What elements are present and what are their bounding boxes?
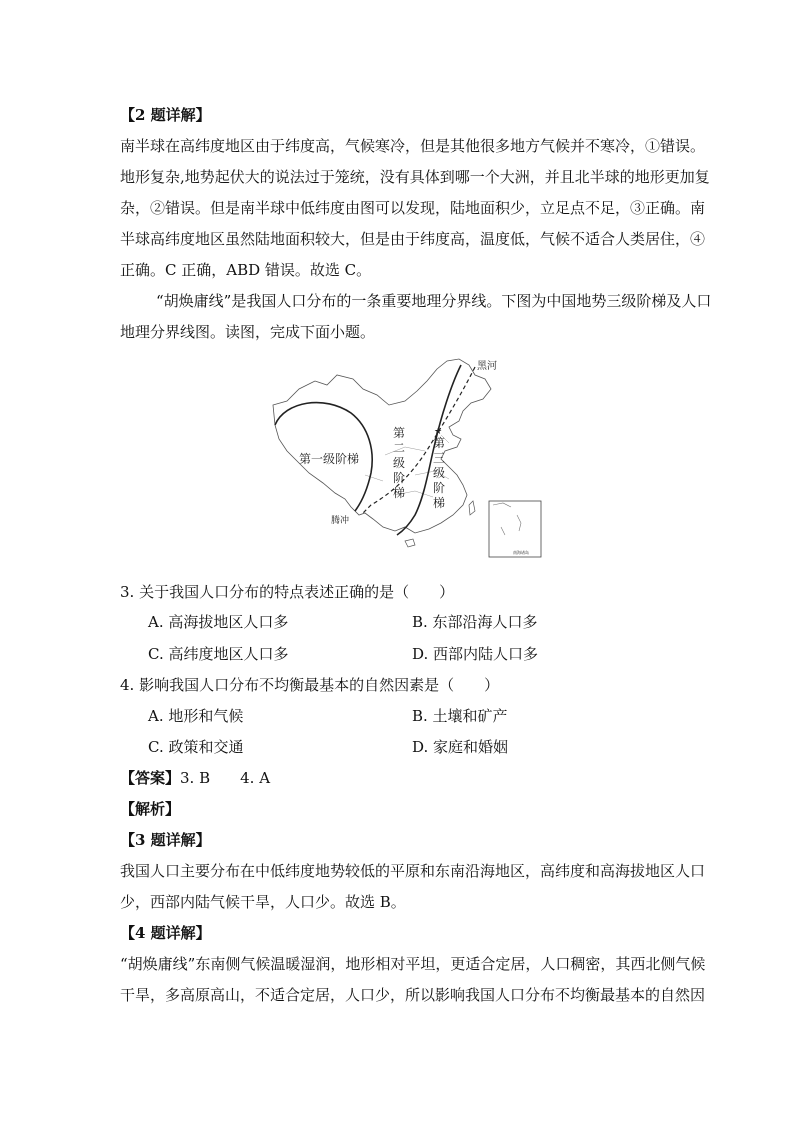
q3-option-d: D. 西部内陆人口多 <box>412 645 539 663</box>
hainan-island <box>405 539 415 547</box>
china-terrain-map <box>265 355 547 560</box>
south-china-sea-inset <box>489 501 541 557</box>
section4-line-2: 干旱，多高原高山，不适合定居，人口少，所以影响我国人口分布不均衡最基本的自然因 <box>120 986 706 1004</box>
section4-line-1: “胡焕庸线”东南侧气候温暖湿润，地形相对平坦，更适合定居，人口稠密，其西北侧气候 <box>120 955 706 973</box>
label-step2-char-4: 阶 <box>393 471 406 485</box>
q3-option-c: C. 高纬度地区人口多 <box>148 645 289 663</box>
section3-heading: 【3 题详解】 <box>120 831 211 849</box>
q4-option-a: A. 地形和气候 <box>148 707 244 725</box>
q3-option-a: A. 高海拔地区人口多 <box>148 613 289 631</box>
section2-line-5: 正确。C 正确，ABD 错误。故选 C。 <box>120 261 372 279</box>
inset-label: 南海诸岛 <box>513 550 529 555</box>
section3-line-2: 少，西部内陆气候干旱，人口少。故选 B。 <box>120 893 406 911</box>
answer-label: 【答案】 <box>120 769 181 787</box>
section2-line-3: 杂，②错误。但是南半球中低纬度由图可以发现，陆地面积少，立足点不足，③正确。南 <box>120 199 706 217</box>
section2-line-2: 地形复杂,地势起伏大的说法过于笼统，没有具体到哪一个大洲，并且北半球的地形更加复 <box>120 168 710 186</box>
label-step3-char-1: 第 <box>433 436 446 450</box>
section2-line-4: 半球高纬度地区虽然陆地面积较大，但是由于纬度高，温度低，气候不适合人类居住，④ <box>120 230 706 248</box>
label-step3-char-3: 级 <box>433 466 446 480</box>
q4-stem: 4. 影响我国人口分布不均衡最基本的自然因素是（ ） <box>120 676 500 694</box>
label-step3-char-2: 三 <box>433 451 446 465</box>
capital-star: ★ <box>434 427 443 437</box>
section4-heading: 【4 题详解】 <box>120 924 211 942</box>
label-heihe: 黑河 <box>477 361 497 372</box>
q4-option-d: D. 家庭和婚姻 <box>412 738 509 756</box>
intro-line-2: 地理分界线图。读图，完成下面小题。 <box>120 323 376 341</box>
answer-line <box>120 768 270 788</box>
section3-line-1: 我国人口主要分布在中低纬度地势较低的平原和东南沿海地区，高纬度和高海拔地区人口 <box>120 862 706 880</box>
label-step3-char-4: 阶 <box>433 481 446 495</box>
china-map-svg <box>265 355 547 560</box>
analysis-label: 【解析】 <box>120 800 181 818</box>
q3-option-b: B. 东部沿海人口多 <box>412 613 538 631</box>
q3-stem: 3. 关于我国人口分布的特点表述正确的是（ ） <box>120 583 455 601</box>
section2-heading: 【2 题详解】 <box>120 106 211 124</box>
label-step2-char-3: 级 <box>393 456 406 470</box>
label-step2-char-2: 二 <box>393 441 406 455</box>
answer-text: 3. B 4. A <box>180 769 271 787</box>
label-step2-char-5: 梯 <box>393 486 406 500</box>
label-tengchong: 腾冲 <box>331 516 350 526</box>
section2-line-1: 南半球在高纬度地区由于纬度高，气候寒冷，但是其他很多地方气候并不寒冷，①错误。 <box>120 137 706 155</box>
label-step3-char-5: 梯 <box>433 496 446 510</box>
intro-line-1: “胡焕庸线”是我国人口分布的一条重要地理分界线。下图为中国地势三级阶梯及人口 <box>156 292 712 310</box>
taiwan-island <box>469 501 475 515</box>
label-step1: 第一级阶梯 <box>299 452 360 466</box>
q4-option-b: B. 土壤和矿产 <box>412 707 508 725</box>
label-step2-char-1: 第 <box>393 426 406 440</box>
china-outline <box>273 359 491 533</box>
q4-option-c: C. 政策和交通 <box>148 738 244 756</box>
